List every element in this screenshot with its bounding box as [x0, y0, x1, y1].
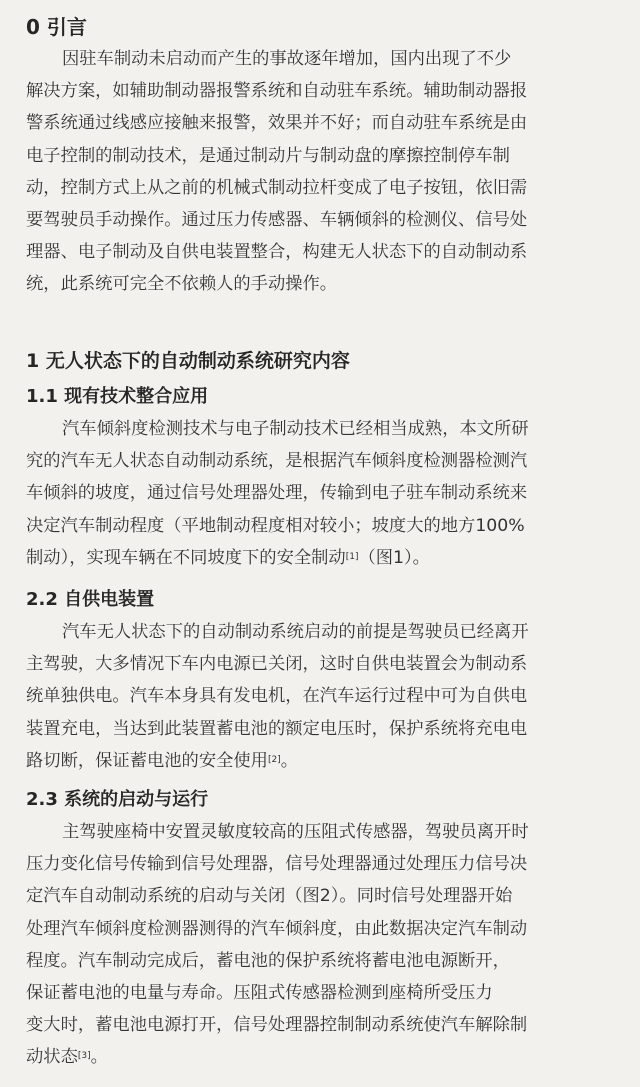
text-line: 统，此系统可完全不依赖人的手动操作。 [26, 274, 338, 295]
paragraph-1-1 [26, 413, 626, 574]
text-line: 保证蓄电池的电量与寿命。压阻式传感器检测到座椅所受压力 [26, 982, 493, 1003]
text-line: 解决方案，如辅助制动器报警系统和自动驻车系统。辅助制动器报 [26, 81, 528, 102]
subsection-heading-1-1: 1.1 现有技术整合应用 [26, 386, 209, 407]
text-line: 电子控制的制动技术，是通过制动片与制动盘的摩擦控制停车制 [26, 145, 510, 166]
text-line: 要驾驶员手动操作。通过压力传感器、车辆倾斜的检测仪、信号处 [26, 209, 528, 230]
text-line: 程度。汽车制动完成后，蓄电池的保护系统将蓄电池电源断开， [26, 950, 510, 971]
text-line: 究的汽车无人状态自动制动系统，是根据汽车倾斜度检测器检测汽 [26, 451, 528, 472]
paragraph-2-3 [26, 816, 626, 1074]
citation-ref-1: [1] [345, 551, 359, 562]
subsection-heading-2-3: 2.3 系统的启动与运行 [26, 789, 209, 810]
text-line: 变大时，蓄电池电源打开，信号处理器控制制动系统使汽车解除制 [26, 1015, 528, 1036]
text-line: 决定汽车制动程度（平地制动程度相对较小；坡度大的地方100% [26, 515, 525, 536]
text-line: 因驻车制动未启动而产生的事故逐年增加，国内出现了不少 [62, 49, 512, 69]
text-line: 定汽车自动制动系统的启动与关闭（图2）。同时信号处理器开始 [26, 886, 513, 907]
section-heading-1: 1 无人状态下的自动制动系统研究内容 [26, 350, 350, 372]
text-line: 汽车无人状态下的自动制动系统启动的前提是驾驶员已经离开 [62, 622, 529, 642]
citation-ref-2: [2] [267, 754, 281, 765]
text-line: 警系统通过线感应接触来报警，效果并不好；而自动驻车系统是由 [26, 113, 528, 134]
text-line: 动状态[3]。 [26, 1047, 108, 1068]
text-line: 主驾驶，大多情况下车内电源已关闭，这时自供电装置会为制动系 [26, 654, 528, 675]
text-line: 主驾驶座椅中安置灵敏度较高的压阻式传感器，驾驶员离开时 [62, 822, 529, 842]
intro-paragraph [26, 43, 626, 301]
text-line: 制动），实现车辆在不同坡度下的安全制动[1]（图1）。 [26, 547, 430, 568]
paragraph-2-2 [26, 616, 626, 777]
section-heading-intro: 0 引言 [26, 15, 87, 39]
citation-ref-3: [3] [77, 1051, 91, 1062]
text-line: 压力变化信号传输到信号处理器，信号处理器通过处理压力信号决 [26, 854, 528, 875]
text-line: 动，控制方式上从之前的机械式制动拉杆变成了电子按钮，依旧需 [26, 177, 528, 198]
subsection-heading-2-2: 2.2 自供电装置 [26, 589, 155, 610]
text-line: 汽车倾斜度检测技术与电子制动技术已经相当成熟，本文所研 [62, 419, 529, 439]
text-line: 理器、电子制动及自供电装置整合，构建无人状态下的自动制动系 [26, 242, 528, 263]
text-line: 车倾斜的坡度，通过信号处理器处理，传输到电子驻车制动系统来 [26, 483, 528, 504]
text-line: 统单独供电。汽车本身具有发电机，在汽车运行过程中可为自供电 [26, 686, 528, 707]
text-line: 路切断，保证蓄电池的安全使用[2]。 [26, 750, 298, 771]
text-line: 处理汽车倾斜度检测器测得的汽车倾斜度，由此数据决定汽车制动 [26, 918, 528, 939]
text-line: 装置充电，当达到此装置蓄电池的额定电压时，保护系统将充电电 [26, 718, 528, 739]
